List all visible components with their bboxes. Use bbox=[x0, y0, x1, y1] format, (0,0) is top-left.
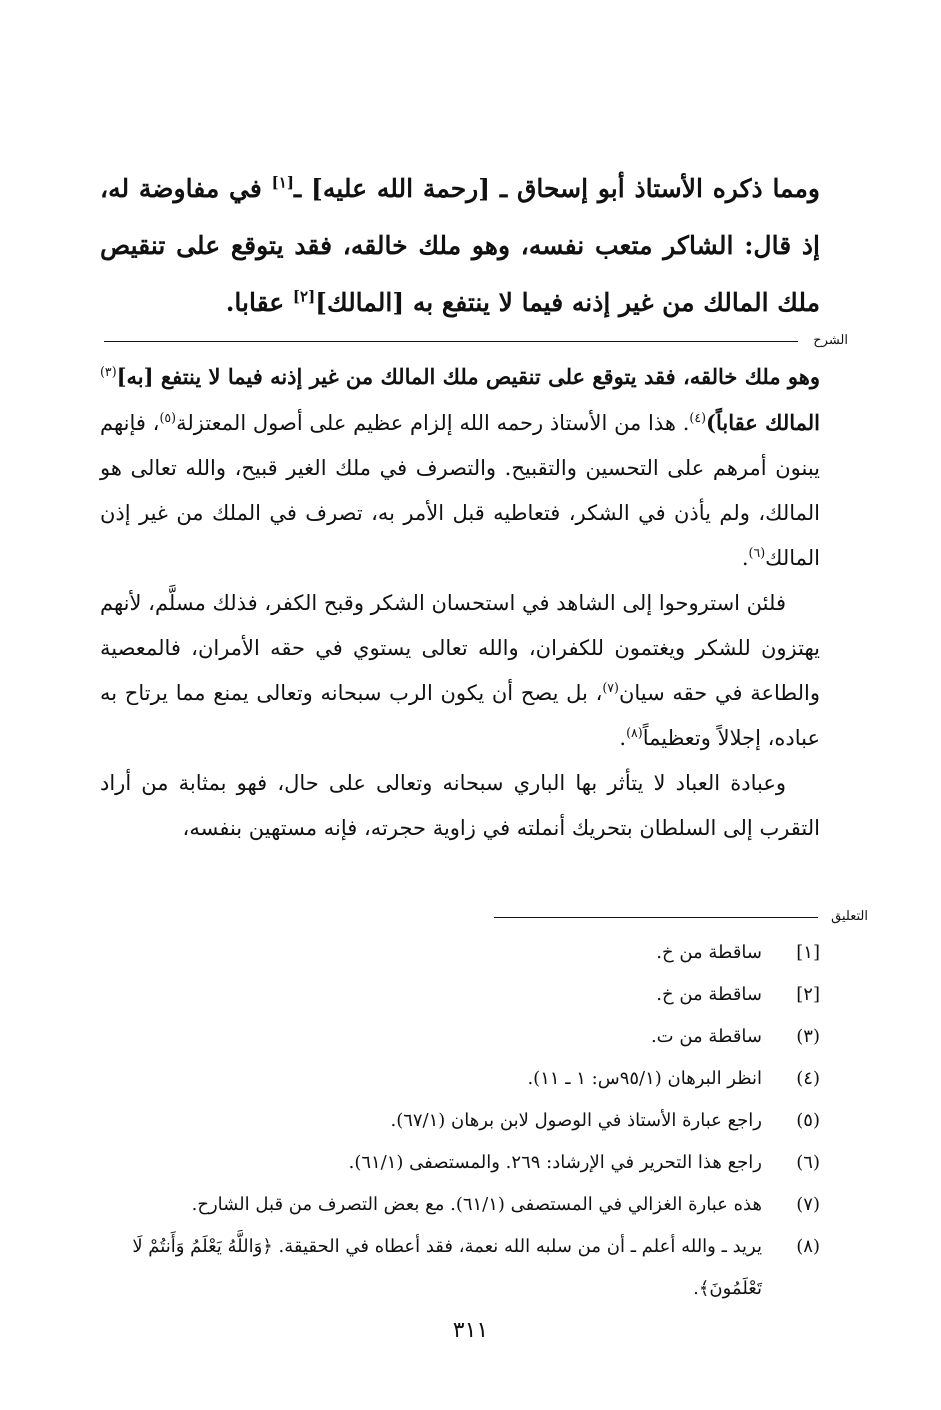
footnote-item bbox=[100, 1016, 820, 1058]
footnotes bbox=[100, 932, 820, 1310]
footnote-text: ساقطة من خ. bbox=[656, 942, 762, 963]
sharh-divider bbox=[104, 332, 848, 350]
footnote-item bbox=[100, 1184, 820, 1226]
commentary-quote: وهو ملك خالقه، فقد يتوقع على تنقيص ملك المالك من غير إذنه فيما لا ينتفع [به] bbox=[116, 364, 820, 389]
footnote-ref-3: (٣) bbox=[100, 364, 117, 379]
commentary-quote-end: المالك عقاباً) bbox=[706, 410, 820, 435]
commentary-text: . bbox=[619, 726, 627, 750]
footnote-text: ساقطة من خ. bbox=[656, 984, 762, 1005]
footnote-ref-7: (٧) bbox=[602, 680, 619, 695]
footnote-number: [١] bbox=[796, 942, 820, 963]
footnote-item bbox=[100, 1226, 820, 1310]
footnote-text: انظر البرهان (٩٥/١س: ١ ـ ١١). bbox=[527, 1068, 762, 1089]
footnote-text: راجع هذا التحرير في الإرشاد: ٢٦٩. والمستصفى (٦١/١). bbox=[348, 1152, 762, 1173]
divider-rule bbox=[104, 341, 798, 342]
footnote-text: راجع عبارة الأستاذ في الوصول لابن برهان (٦٧/١). bbox=[390, 1110, 762, 1131]
commentary-text: . bbox=[741, 546, 749, 570]
taliq-divider bbox=[494, 908, 868, 926]
footnote-number: (٦) bbox=[796, 1152, 820, 1173]
taliq-label: التعليق bbox=[831, 909, 868, 924]
footnote-item bbox=[100, 1142, 820, 1184]
divider-rule bbox=[494, 917, 818, 918]
commentary-paragraph-3: وعبادة العباد لا يتأثر بها الباري سبحانه وتعالى على حال، فهو بمثابة من أراد التقرب إلى السلطان بتحريك أنملته في زاوية حجرته، فإنه مستهين بنفسه، bbox=[100, 771, 820, 840]
commentary-paragraph-1 bbox=[100, 354, 820, 581]
commentary-text: . هذا من الأستاذ رحمه الله إلزام عظيم على أصول المعتزلة bbox=[176, 411, 690, 435]
commentary bbox=[100, 354, 820, 851]
footnote-number: (٥) bbox=[796, 1110, 820, 1131]
footnote-text: هذه عبارة الغزالي في المستصفى (٦١/١). مع بعض التصرف من قبل الشارح. bbox=[191, 1194, 762, 1215]
main-text bbox=[100, 160, 820, 331]
footnote-number: (٧) bbox=[796, 1194, 820, 1215]
footnote-ref-6: (٦) bbox=[748, 545, 766, 560]
editor-marker-1: [١] bbox=[271, 173, 294, 192]
footnote-number: (٤) bbox=[796, 1068, 820, 1089]
footnote-number: (٣) bbox=[796, 1026, 820, 1047]
sharh-label: الشرح bbox=[813, 333, 848, 348]
footnote-ref-8: (٨) bbox=[626, 725, 643, 740]
footnote-item bbox=[100, 974, 820, 1016]
footnote-ref-4: (٤) bbox=[689, 410, 707, 425]
page-number: ٣١١ bbox=[452, 1318, 489, 1343]
footnote-ref-5: (٥) bbox=[159, 410, 177, 425]
footnote-item bbox=[100, 1100, 820, 1142]
footnote-item bbox=[100, 1058, 820, 1100]
footnote-text: يريد ـ والله أعلم ـ أن من سلبه الله نعمة، فقد أعطاه في الحقيقة. ﴿وَاللَّهُ يَعْلَمُ وَأَنتُمْ لَا تَعْلَمُونَ﴾. bbox=[132, 1236, 762, 1299]
commentary-text: فلئن استروحوا إلى الشاهد في استحسان الشكر وقبح الكفر، فذلك مسلَّم، لأنهم يهتزون للشكر ويغتمون للكفران، والله تعالى يستوي في حقه الأمران، فالمعصية والطاعة في حقه سيان bbox=[100, 591, 820, 705]
main-text-part-3: عقابا. bbox=[225, 288, 293, 317]
commentary-text: ، بل يصح أن يكون الرب سبحانه وتعالى يمنع مما يرتاح به عباده، إجلالاً وتعظيماً bbox=[100, 681, 820, 750]
commentary-text: ، فإنهم يبنون أمرهم على التحسين والتقبيح. والتصرف في ملك الغير قبيح، والله تعالى هو المالك، ولم يأذن في الشكر، فتعاطيه قبل الأمر به، تصرف في الملك من غير إذن المالك bbox=[100, 411, 820, 570]
footnote-number: [٢] bbox=[796, 984, 820, 1005]
footnote-text: ساقطة من ت. bbox=[650, 1026, 762, 1047]
footnote-number: (٨) bbox=[796, 1236, 820, 1257]
footnote-item bbox=[100, 932, 820, 974]
main-text-part-1: ومما ذكره الأستاذ أبو إسحاق ـ [رحمة الله عليه] ـ bbox=[293, 174, 820, 203]
editor-marker-2: [٢] bbox=[292, 287, 316, 306]
main-text-part-2: في مفاوضة له، إذ قال: الشاكر متعب نفسه، وهو ملك خالقه، فقد يتوقع على تنقيص ملك المالك من غير إذنه فيما لا ينتفع به [المالك] bbox=[100, 174, 820, 317]
commentary-paragraph-2 bbox=[100, 581, 820, 761]
